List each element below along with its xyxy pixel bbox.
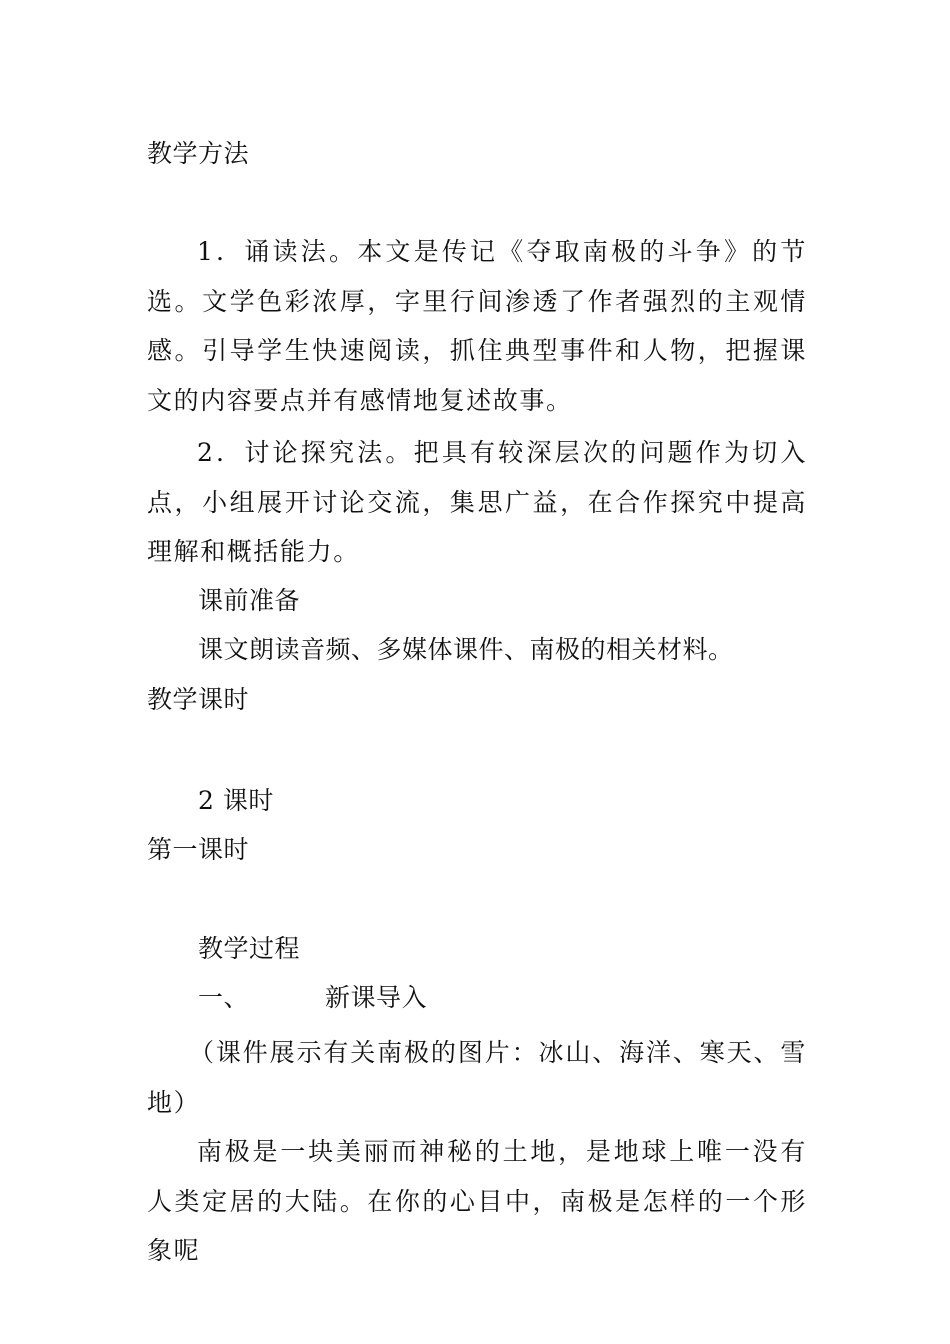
courseware-note-paragraph: （课件展示有关南极的图片：冰山、海洋、寒天、雪地）	[147, 1038, 807, 1117]
prep-text: 课文朗读音频、多媒体课件、南极的相关材料。	[198, 635, 734, 664]
heading-prep: 课前准备	[198, 586, 301, 615]
intro-paragraph: 南极是一块美丽而神秘的土地，是地球上唯一没有人类定居的大陆。在你的心目中，南极是怎样的一个形象呢	[147, 1137, 807, 1265]
heading-teaching-hours: 教学课时	[147, 685, 250, 714]
method-2-paragraph: 2．讨论探究法。把具有较深层次的问题作为切入点，小组展开讨论交流，集思广益，在合作探究中提高理解和概括能力。	[147, 438, 807, 566]
heading-teaching-method: 教学方法	[147, 139, 250, 168]
section-title: 新课导入	[325, 983, 428, 1012]
section-number: 一、	[198, 983, 250, 1012]
heading-teaching-process: 教学过程	[198, 934, 301, 963]
method-1-paragraph: 1．诵读法。本文是传记《夺取南极的斗争》的节选。文学色彩浓厚，字里行间渗透了作者强烈的主观情感。引导学生快速阅读，抓住典型事件和人物，把握课文的内容要点并有感情地复述故事。	[147, 237, 807, 415]
heading-first-lesson: 第一课时	[147, 835, 250, 864]
hours-text: 2 课时	[198, 786, 274, 815]
